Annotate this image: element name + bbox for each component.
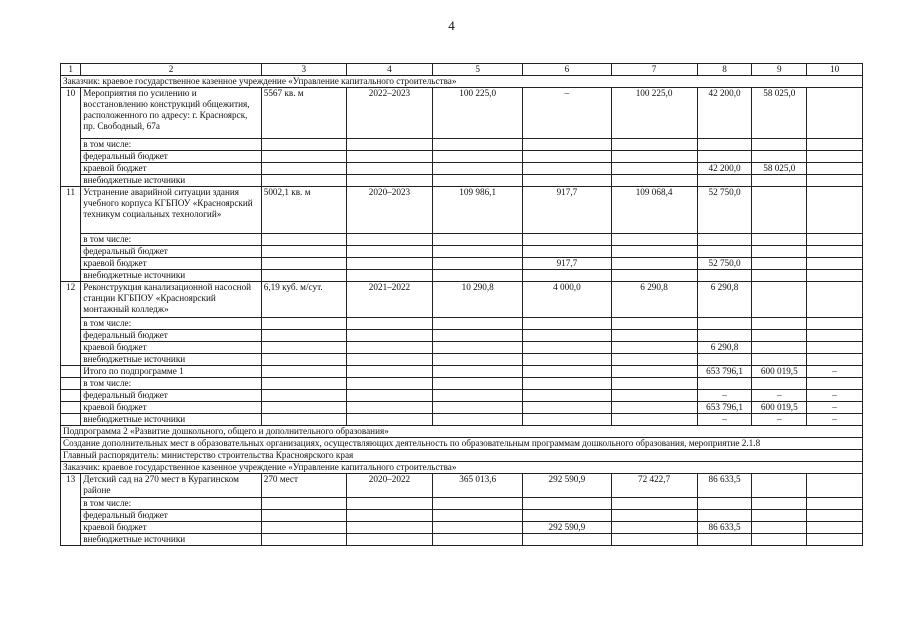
sub-offbudget: внебюджетные источники	[81, 354, 261, 366]
total-label: Итого по подпрограмме 1	[81, 366, 261, 378]
sub-offbudget: внебюджетные источники	[81, 534, 261, 546]
row-number: 11	[61, 187, 81, 282]
col-header-10: 10	[807, 64, 863, 76]
item-period: 2020–2023	[346, 187, 432, 234]
item-period: 2022–2023	[346, 88, 432, 139]
table-row	[61, 187, 863, 234]
sub-including: в том числе:	[81, 378, 261, 390]
customer-row: Заказчик: краевое государственное казенное учреждение «Управление капитального строительства»	[61, 462, 863, 474]
item-c8: 52 750,0	[697, 187, 752, 234]
sub-including: в том числе:	[81, 234, 261, 246]
customer-row: Заказчик: краевое государственное казенное учреждение «Управление капитального строительства»	[61, 76, 863, 88]
total-regional-c9: 600 019,5	[752, 402, 807, 414]
item-c8: 86 633,5	[697, 474, 752, 498]
item-capacity: 6,19 куб. м/сут.	[261, 282, 346, 318]
item-name: Детский сад на 270 мест в Курагинском районе	[81, 474, 261, 498]
item-name: Реконструкция канализационной насосной станции КГБПОУ «Красноярский монтажный колледж»	[81, 282, 261, 318]
regional-c8: 86 633,5	[697, 522, 752, 534]
sub-including: в том числе:	[81, 498, 261, 510]
item-c7: 6 290,8	[611, 282, 697, 318]
sub-regional: краевой бюджет	[81, 402, 261, 414]
col-header-5: 5	[433, 64, 523, 76]
row-number: 12	[61, 282, 81, 366]
sub-offbudget: внебюджетные источники	[81, 175, 261, 187]
sub-federal: федеральный бюджет	[81, 330, 261, 342]
item-period: 2021–2022	[346, 282, 432, 318]
sub-offbudget: внебюджетные источники	[81, 270, 261, 282]
sub-regional: краевой бюджет	[81, 522, 261, 534]
row-number: 13	[61, 474, 81, 546]
item-c9	[752, 282, 807, 318]
regional-c8: 52 750,0	[697, 258, 752, 270]
item-c10	[807, 187, 863, 234]
item-c7: 109 068,4	[611, 187, 697, 234]
item-capacity: 5567 кв. м	[261, 88, 346, 139]
item-c10	[807, 88, 863, 139]
item-name: Мероприятия по усилению и восстановлению конструкций общежития, расположенного по адресу: г. Красноярск, пр. Свободный, 67а	[81, 88, 261, 139]
regional-c9	[752, 342, 807, 354]
activity-row: Создание дополнительных мест в образовательных организациях, осуществляющих деятельность по образовательным программам дошкольного образования, мероприятие 2.1.8	[61, 438, 863, 450]
sub-including: в том числе:	[81, 318, 261, 330]
item-c9	[752, 187, 807, 234]
sub-including: в том числе:	[81, 139, 261, 151]
col-header-7: 7	[611, 64, 697, 76]
total-c8: 653 796,1	[697, 366, 752, 378]
col-header-8: 8	[697, 64, 752, 76]
sub-federal: федеральный бюджет	[81, 246, 261, 258]
regional-c9: 58 025,0	[752, 163, 807, 175]
total-c9: 600 019,5	[752, 366, 807, 378]
budget-table	[60, 63, 863, 546]
col-header-1: 1	[61, 64, 81, 76]
item-c9: 58 025,0	[752, 88, 807, 139]
regional-c8: 6 290,8	[697, 342, 752, 354]
regional-c6: 917,7	[523, 258, 611, 270]
sub-offbudget: внебюджетные источники	[81, 414, 261, 426]
total-federal-c8: –	[697, 390, 752, 402]
item-total: 10 290,8	[433, 282, 523, 318]
total-row	[61, 366, 863, 378]
total-federal-c9: –	[752, 390, 807, 402]
sub-federal: федеральный бюджет	[81, 510, 261, 522]
row-number: 10	[61, 88, 81, 187]
item-capacity: 270 мест	[261, 474, 346, 498]
sub-regional: краевой бюджет	[81, 258, 261, 270]
item-c6: –	[523, 88, 611, 139]
col-header-6: 6	[523, 64, 611, 76]
item-c6: 4 000,0	[523, 282, 611, 318]
page-number: 4	[448, 18, 455, 33]
sub-regional: краевой бюджет	[81, 163, 261, 175]
table-row	[61, 88, 863, 139]
col-header-3: 3	[261, 64, 346, 76]
item-c7: 72 422,7	[611, 474, 697, 498]
item-c8: 6 290,8	[697, 282, 752, 318]
col-header-4: 4	[346, 64, 432, 76]
item-total: 109 986,1	[433, 187, 523, 234]
item-c7: 100 225,0	[611, 88, 697, 139]
item-c8: 42 200,0	[697, 88, 752, 139]
item-c6: 292 590,9	[523, 474, 611, 498]
header-row	[61, 64, 863, 76]
item-period: 2020–2022	[346, 474, 432, 498]
table-row	[61, 282, 863, 318]
regional-c9	[752, 258, 807, 270]
total-c10: –	[807, 366, 863, 378]
sub-regional: краевой бюджет	[81, 342, 261, 354]
regional-c6	[523, 342, 611, 354]
total-federal-c10: –	[807, 390, 863, 402]
sub-federal: федеральный бюджет	[81, 151, 261, 163]
total-offbudget-c8: –	[697, 414, 752, 426]
total-regional-c10: –	[807, 402, 863, 414]
col-header-2: 2	[81, 64, 261, 76]
total-regional-c8: 653 796,1	[697, 402, 752, 414]
total-offbudget-c9: –	[752, 414, 807, 426]
regional-c6	[523, 163, 611, 175]
regional-c8: 42 200,0	[697, 163, 752, 175]
subprogram-row: Подпрограмма 2 «Развитие дошкольного, общего и дополнительного образования»	[61, 426, 863, 438]
item-total: 365 013,6	[433, 474, 523, 498]
table-row	[61, 474, 863, 498]
item-total: 100 225,0	[433, 88, 523, 139]
item-c10	[807, 282, 863, 318]
item-capacity: 5002,1 кв. м	[261, 187, 346, 234]
total-offbudget-c10: –	[807, 414, 863, 426]
item-c6: 917,7	[523, 187, 611, 234]
regional-c6: 292 590,9	[523, 522, 611, 534]
manager-row: Главный распорядитель: министерство строительства Красноярского края	[61, 450, 863, 462]
col-header-9: 9	[752, 64, 807, 76]
item-name: Устранение аварийной ситуации здания учебного корпуса КГБПОУ «Красноярский техникум социальных технологий»	[81, 187, 261, 234]
sub-federal: федеральный бюджет	[81, 390, 261, 402]
